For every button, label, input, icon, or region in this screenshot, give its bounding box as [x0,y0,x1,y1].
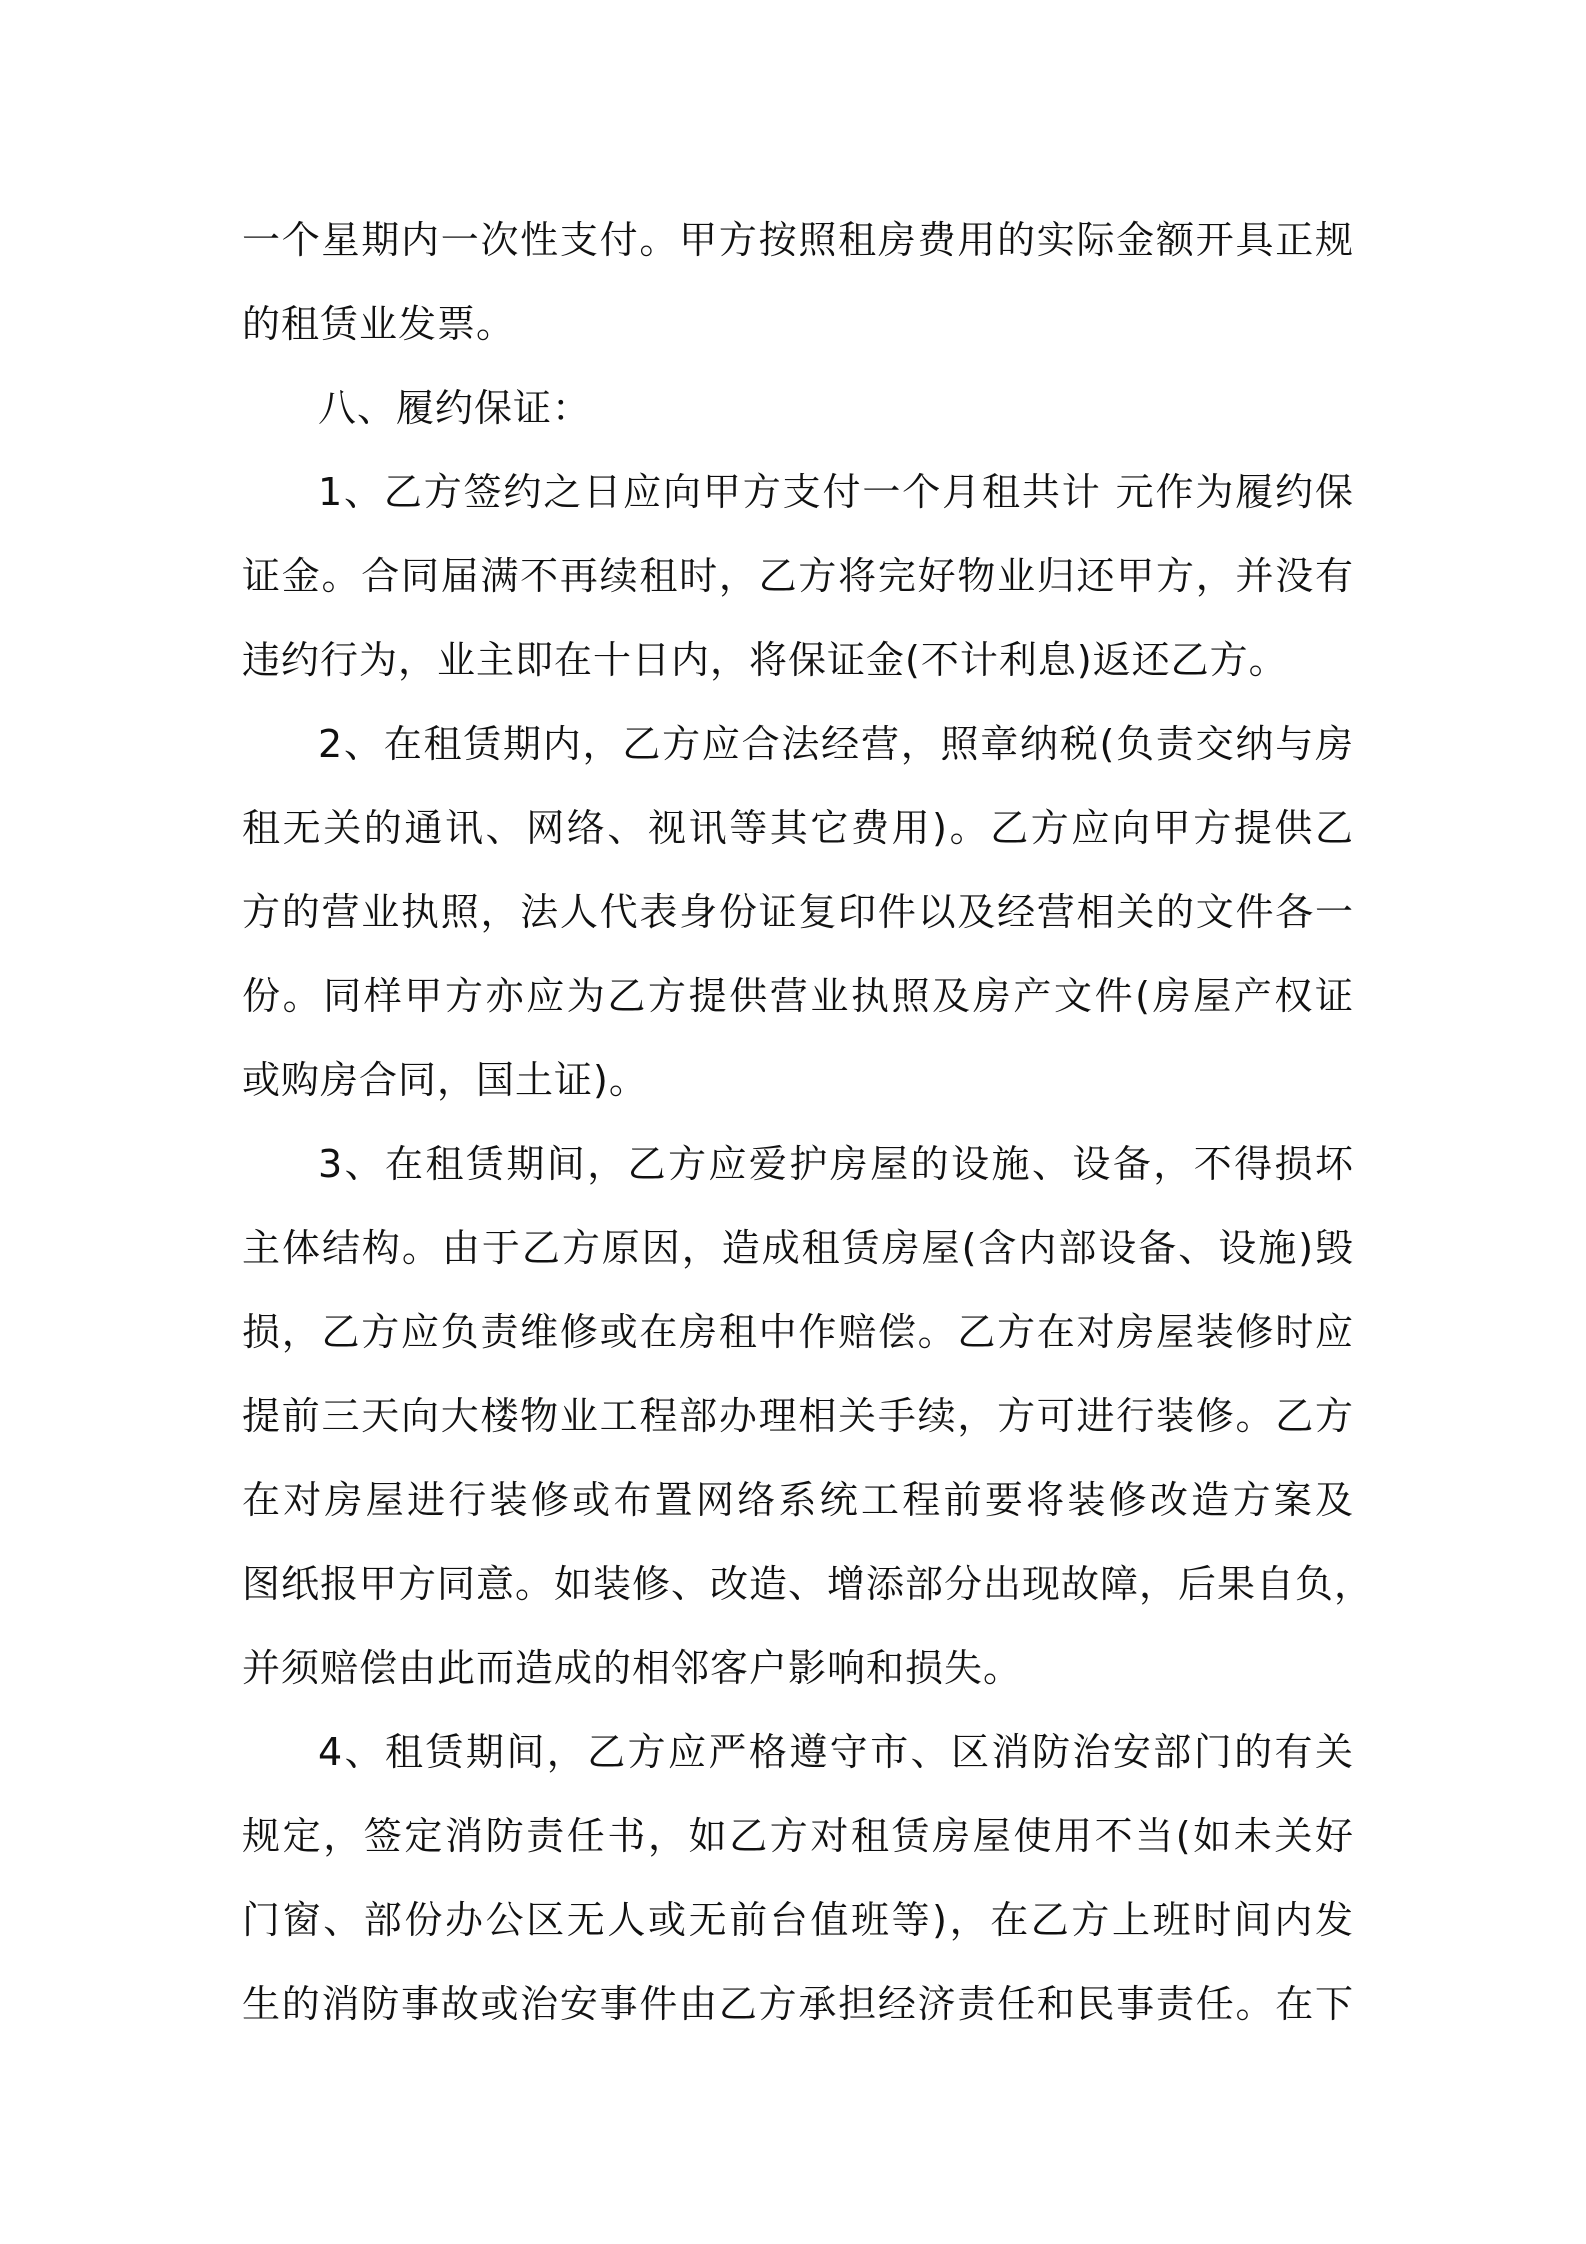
clause-2-line-3: 方的营业执照，法人代表身份证复印件以及经营相关的文件各一 [242,890,1354,934]
clause-4-line-1: 4、租赁期间，乙方应严格遵守市、区消防治安部门的有关 [318,1730,1354,1774]
text-line-1: 一个星期内一次性支付。甲方按照租房费用的实际金额开具正规 [242,218,1354,262]
clause-3-line-4: 提前三天向大楼物业工程部办理相关手续，方可进行装修。乙方 [242,1394,1354,1438]
text-line-2: 的租赁业发票。 [242,302,516,346]
clause-1-line-1: 1、乙方签约之日应向甲方支付一个月租共计 元作为履约保 [318,470,1354,514]
clause-3-line-6: 图纸报甲方同意。如装修、改造、增添部分出现故障，后果自负， [242,1562,1374,1606]
clause-2-line-4: 份。同样甲方亦应为乙方提供营业执照及房产文件(房屋产权证 [242,974,1354,1018]
clause-1-line-2: 证金。合同届满不再续租时，乙方将完好物业归还甲方，并没有 [242,554,1354,598]
clause-2-line-2: 租无关的通讯、网络、视讯等其它费用)。乙方应向甲方提供乙 [242,806,1354,850]
clause-2-line-1: 2、在租赁期内，乙方应合法经营，照章纳税(负责交纳与房 [318,722,1354,766]
clause-3-line-7: 并须赔偿由此而造成的相邻客户影响和损失。 [242,1646,1023,1690]
clause-3-line-2: 主体结构。由于乙方原因，造成租赁房屋(含内部设备、设施)毁 [242,1226,1354,1270]
section-heading: 八、履约保证： [318,386,592,430]
clause-2-line-5: 或购房合同，国土证)。 [242,1058,648,1102]
clause-4-line-3: 门窗、部份办公区无人或无前台值班等)，在乙方上班时间内发 [242,1898,1354,1942]
document-page [242,198,1374,2046]
clause-4-line-2: 规定，签定消防责任书，如乙方对租赁房屋使用不当(如未关好 [242,1814,1354,1858]
clause-4-line-4: 生的消防事故或治安事件由乙方承担经济责任和民事责任。在下 [242,1982,1354,2026]
clause-3-line-3: 损，乙方应负责维修或在房租中作赔偿。乙方在对房屋装修时应 [242,1310,1354,1354]
clause-1-line-3: 违约行为，业主即在十日内，将保证金(不计利息)返还乙方。 [242,638,1288,682]
clause-3-line-1: 3、在租赁期间，乙方应爱护房屋的设施、设备，不得损坏 [318,1142,1354,1186]
clause-3-line-5: 在对房屋进行装修或布置网络系统工程前要将装修改造方案及 [242,1478,1354,1522]
